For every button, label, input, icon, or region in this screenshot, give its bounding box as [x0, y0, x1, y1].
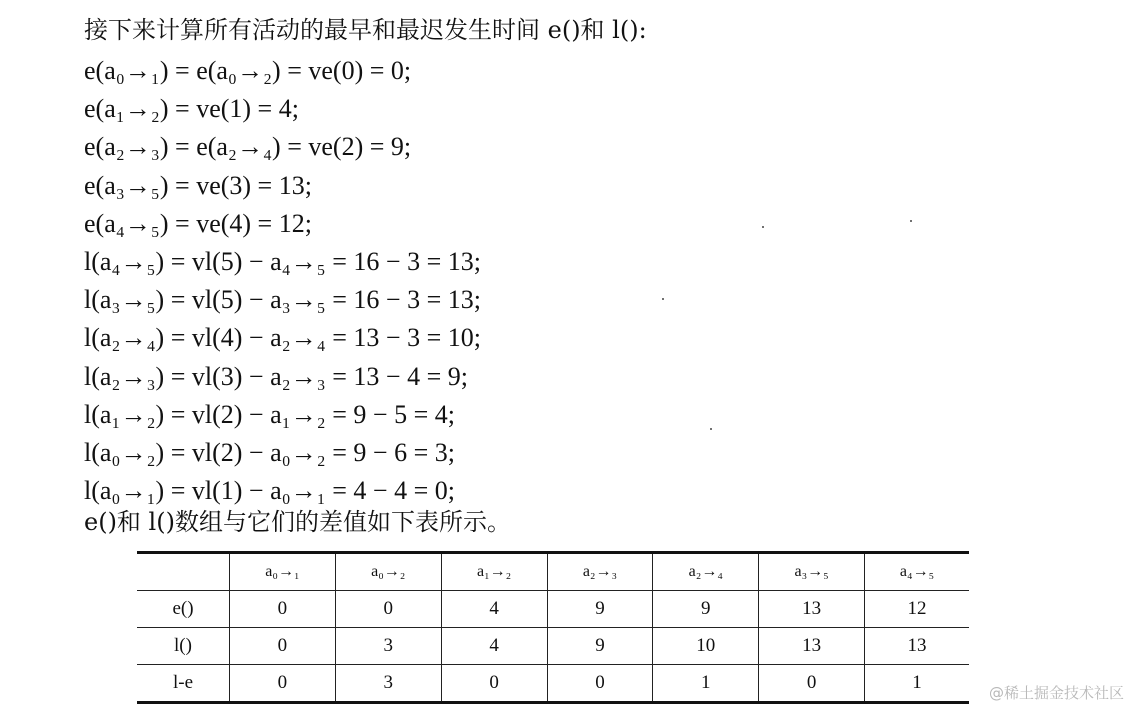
table-row — [137, 665, 969, 703]
table-cell: 9 — [653, 591, 759, 628]
row-label: e() — [137, 591, 230, 628]
scan-speck — [710, 428, 712, 430]
table-corner-cell — [137, 553, 230, 591]
table-cell: 0 — [230, 591, 336, 628]
table-cell: 0 — [230, 665, 336, 703]
table-header-row — [137, 553, 969, 591]
row-label: l() — [137, 628, 230, 665]
column-header: a₃→₅ — [759, 553, 865, 591]
equation-line: l(a₄→₅) = vl(5) − a₄→₅ = 16 − 3 = 13; — [84, 246, 481, 276]
equation-line: l(a₀→₂) = vl(2) − a₀→₂ = 9 − 6 = 3; — [84, 437, 455, 467]
table-cell: 0 — [547, 665, 653, 703]
equation-line: e(a₂→₃) = e(a₂→₄) = ve(2) = 9; — [84, 132, 412, 162]
table-cell: 13 — [759, 591, 865, 628]
table-cell: 0 — [441, 665, 547, 703]
scan-speck — [910, 220, 912, 222]
table-cell: 13 — [759, 628, 865, 665]
table-cell: 4 — [441, 591, 547, 628]
column-header: a₀→₁ — [230, 553, 336, 591]
table-cell: 3 — [335, 628, 441, 665]
table-cell: 0 — [230, 628, 336, 665]
equation-line: e(a₀→₁) = e(a₀→₂) = ve(0) = 0; — [84, 56, 412, 85]
scan-speck — [762, 226, 764, 228]
table-cell: 4 — [441, 628, 547, 665]
equation-line: e(a₁→₂) = ve(1) = 4; — [84, 94, 299, 124]
table-row — [137, 628, 969, 665]
column-header: a₂→₄ — [653, 553, 759, 591]
table-cell: 0 — [335, 591, 441, 628]
table-caption: e()和 l()数组与它们的差值如下表所示。 — [84, 508, 511, 536]
result-table — [137, 551, 969, 704]
equation-line: l(a₂→₄) = vl(4) − a₂→₄ = 13 − 3 = 10; — [84, 323, 481, 353]
table-cell: 0 — [759, 665, 865, 703]
equation-line: e(a₃→₅) = ve(3) = 13; — [84, 170, 312, 200]
row-label: l-e — [137, 665, 230, 703]
equation-list — [84, 52, 481, 510]
table-cell: 9 — [547, 628, 653, 665]
table-cell: 9 — [547, 591, 653, 628]
equation-line: l(a₀→₁) = vl(1) − a₀→₁ = 4 − 4 = 0; — [84, 476, 455, 506]
scan-speck — [662, 298, 664, 300]
equation-line: l(a₂→₃) = vl(3) − a₂→₃ = 13 − 4 = 9; — [84, 361, 468, 391]
column-header: a₂→₃ — [547, 553, 653, 591]
column-header: a₄→₅ — [865, 553, 969, 591]
table-cell: 10 — [653, 628, 759, 665]
table-cell: 13 — [865, 628, 969, 665]
table-row — [137, 591, 969, 628]
equation-line: l(a₃→₅) = vl(5) − a₃→₅ = 16 − 3 = 13; — [84, 285, 481, 315]
table-cell: 1 — [865, 665, 969, 703]
column-header: a₀→₂ — [335, 553, 441, 591]
equation-line: l(a₁→₂) = vl(2) − a₁→₂ = 9 − 5 = 4; — [84, 399, 455, 429]
table-cell: 12 — [865, 591, 969, 628]
equation-line: e(a₄→₅) = ve(4) = 12; — [84, 208, 312, 238]
column-header: a₁→₂ — [441, 553, 547, 591]
table-cell: 1 — [653, 665, 759, 703]
table-cell: 3 — [335, 665, 441, 703]
watermark: @稀土掘金技术社区 — [988, 684, 1124, 702]
intro-text: 接下来计算所有活动的最早和最迟发生时间 e()和 l(): — [84, 16, 647, 44]
